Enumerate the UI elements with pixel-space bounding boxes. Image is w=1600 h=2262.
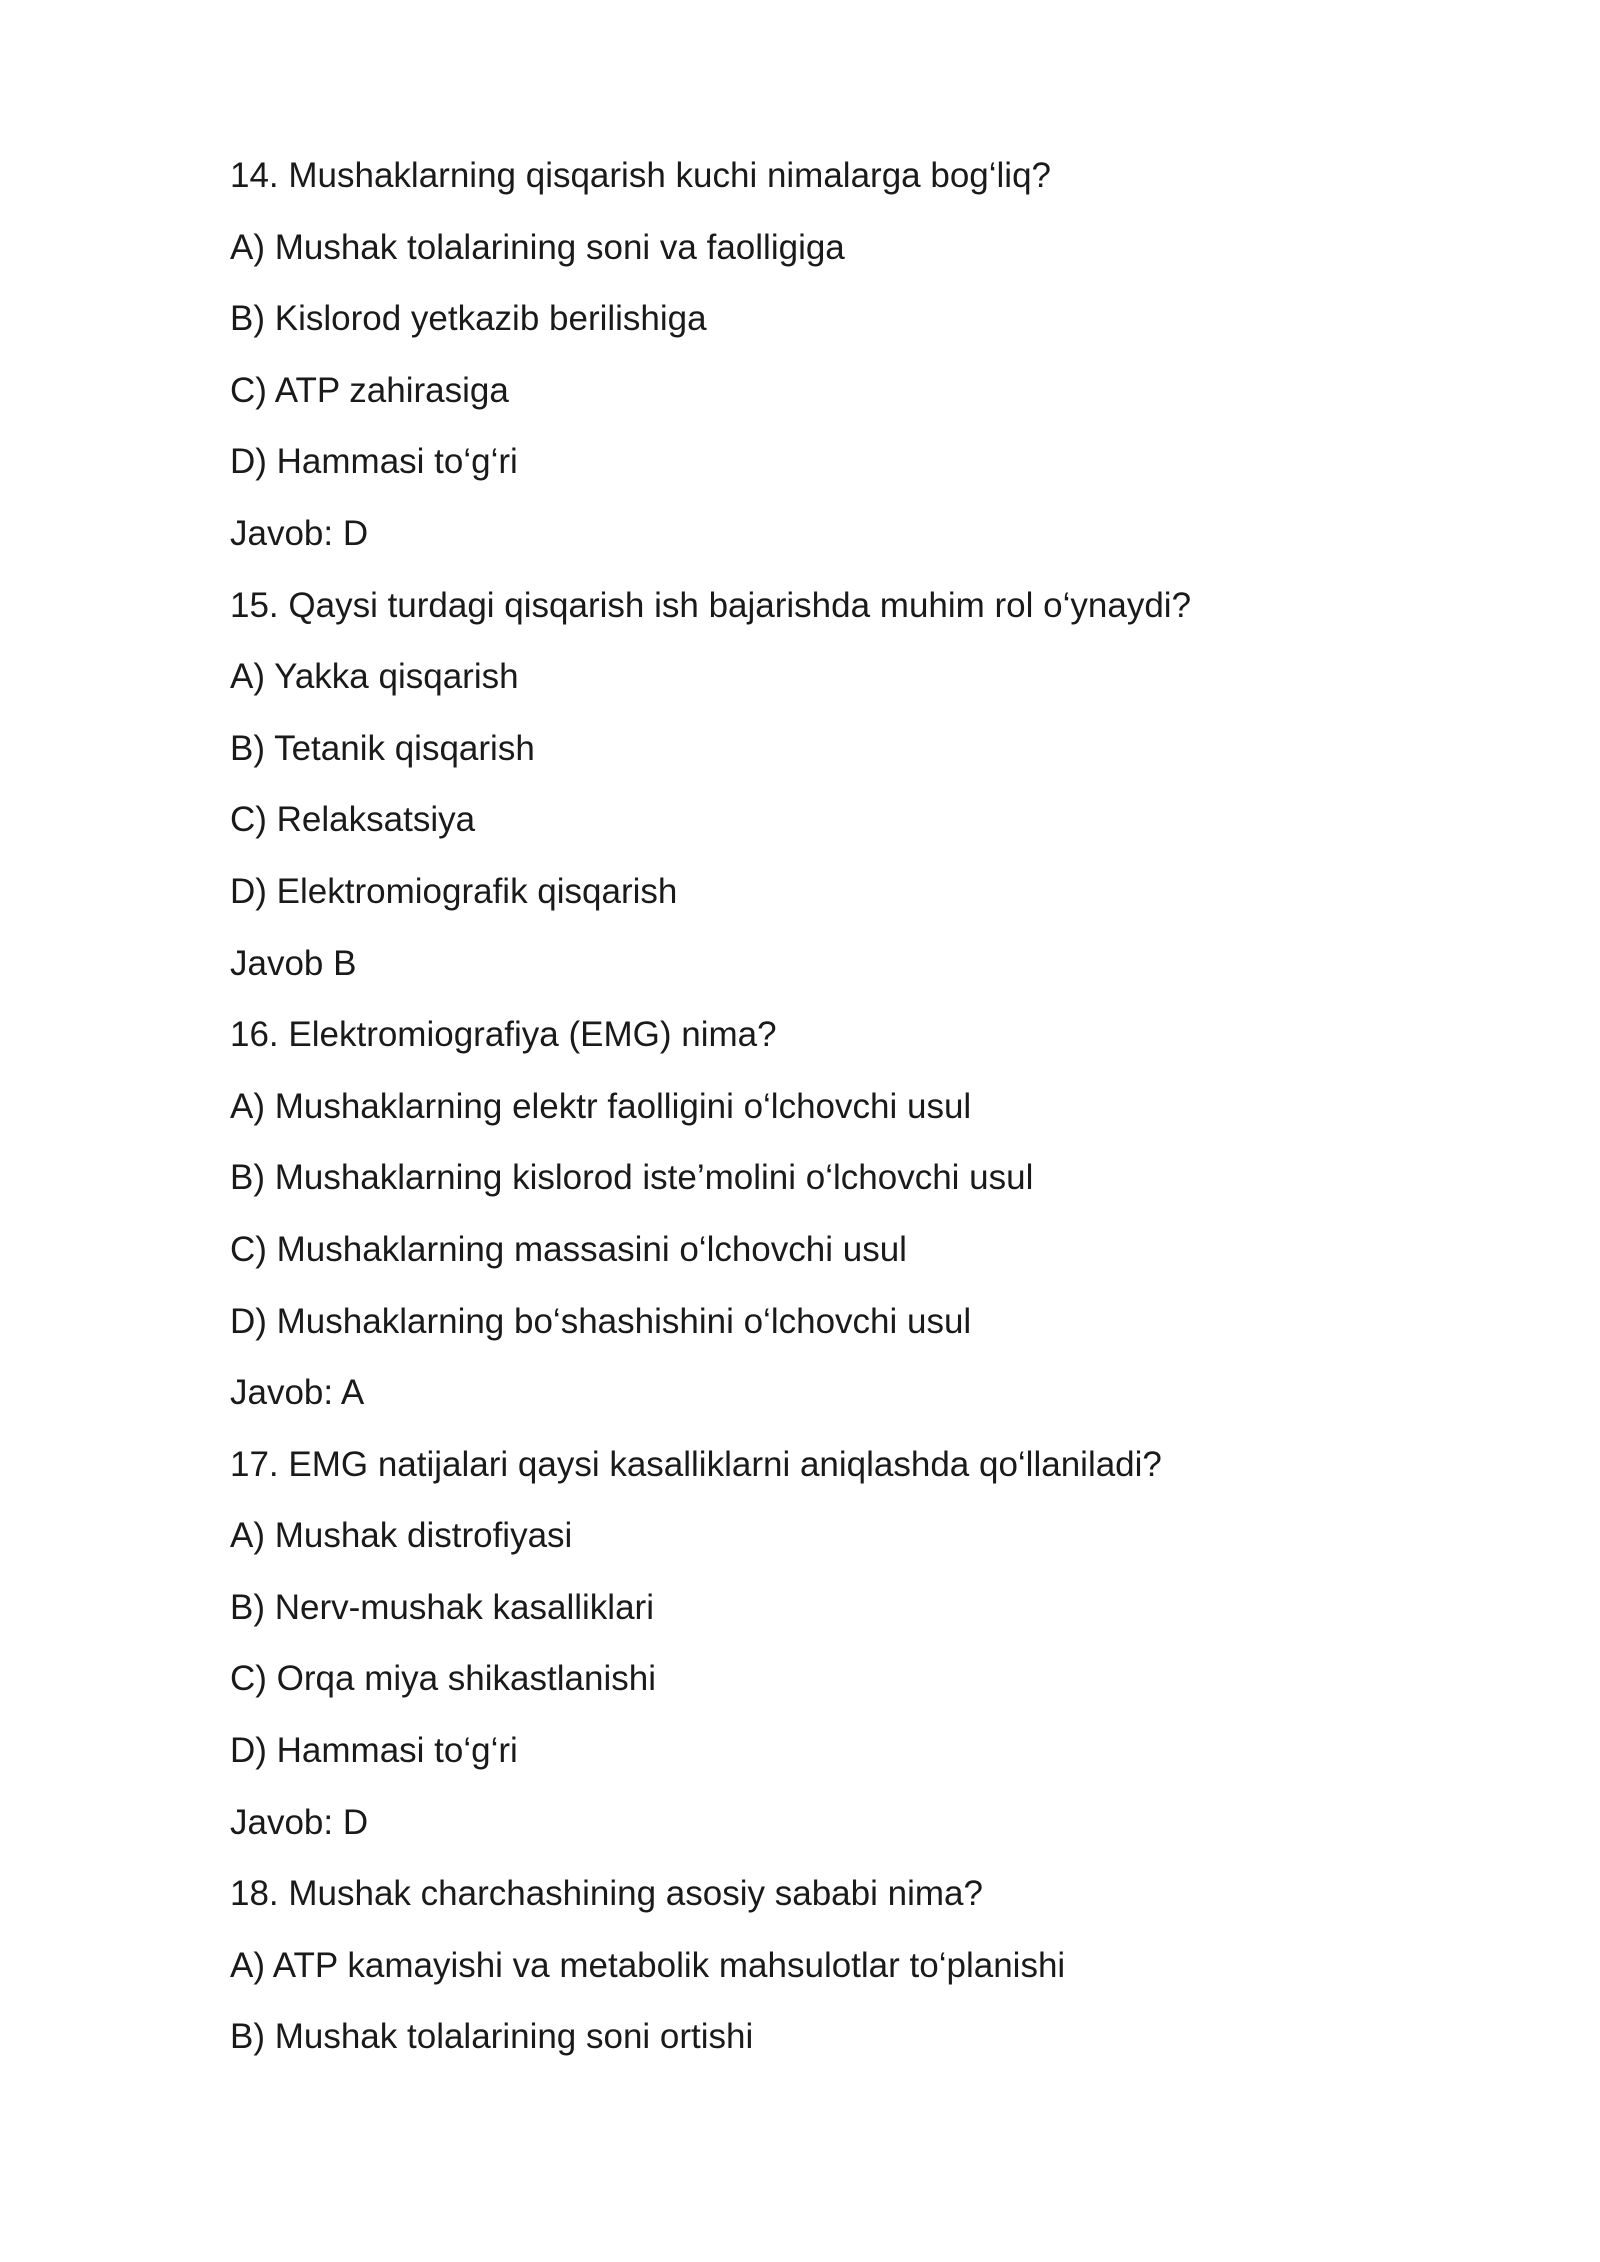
option-15-c: C) Relaksatsiya [230, 800, 476, 840]
option-16-b: B) Mushaklarning kislorod iste’molini o‘lchovchi usul [230, 1158, 1034, 1198]
option-18-a: A) ATP kamayishi va metabolik mahsulotlar to‘planishi [230, 1945, 1066, 1985]
question-14: 14. Mushaklarning qisqarish kuchi nimalarga bog‘liq? [230, 156, 1052, 195]
option-17-c: C) Orqa miya shikastlanishi [230, 1659, 656, 1699]
answer-14: Javob: D [230, 513, 369, 553]
question-17: 17. EMG natijalari qaysi kasalliklarni aniqlashda qo‘llaniladi? [230, 1444, 1162, 1484]
option-14-b: B) Kislorod yetkazib berilishiga [230, 299, 707, 339]
option-14-a: A) Mushak tolalarining soni va faolligiga [230, 227, 845, 267]
answer-16: Javob: A [230, 1373, 365, 1413]
option-16-d: D) Mushaklarning bo‘shashishini o‘lchovchi usul [230, 1301, 972, 1341]
option-17-d: D) Hammasi to‘g‘ri [230, 1731, 518, 1771]
option-17-b: B) Nerv-mushak kasalliklari [230, 1587, 654, 1627]
answer-17: Javob: D [230, 1802, 369, 1842]
option-14-c: C) ATP zahirasiga [230, 370, 509, 410]
option-15-a: A) Yakka qisqarish [230, 657, 519, 697]
answer-15: Javob B [230, 943, 357, 983]
option-16-a: A) Mushaklarning elektr faolligini o‘lchovchi usul [230, 1086, 972, 1126]
question-18: 18. Mushak charchashining asosiy sababi nima? [230, 1874, 983, 1914]
option-14-d: D) Hammasi to‘g‘ri [230, 442, 518, 482]
option-18-b: B) Mushak tolalarining soni ortishi [230, 2017, 754, 2057]
question-15: 15. Qaysi turdagi qisqarish ish bajarishda muhim rol o‘ynaydi? [230, 585, 1192, 625]
question-16: 16. Elektromiografiya (EMG) nima? [230, 1015, 777, 1055]
option-15-d: D) Elektromiografik qisqarish [230, 871, 678, 911]
option-17-a: A) Mushak distrofiyasi [230, 1516, 573, 1556]
option-15-b: B) Tetanik qisqarish [230, 728, 535, 768]
option-16-c: C) Mushaklarning massasini o‘lchovchi usul [230, 1229, 907, 1269]
document-body [230, 150, 1430, 2083]
